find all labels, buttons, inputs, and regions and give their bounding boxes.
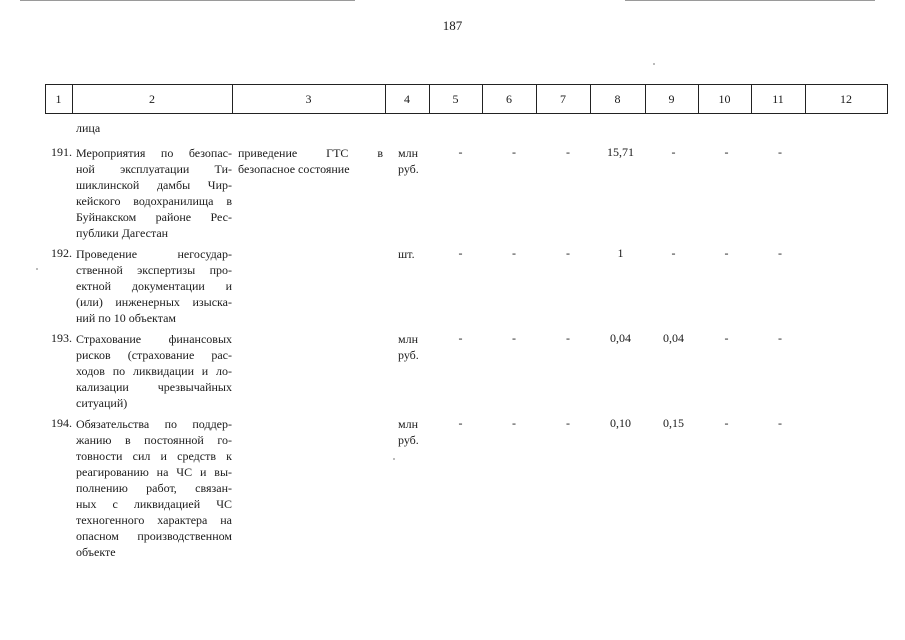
row-value-col-7: - [566, 246, 570, 260]
row-purpose: приведение ГТС в безопасное состояние [238, 146, 383, 176]
header-col-4: 4 [404, 92, 410, 106]
page-number: 187 [442, 18, 463, 33]
row-value-col-8: 0,04 [610, 331, 631, 345]
row-unit: млн руб. [398, 146, 419, 176]
row-value-col-5: - [458, 145, 463, 159]
scan-speck [653, 63, 655, 65]
header-col-6: 6 [506, 92, 512, 106]
row-value-col-11: - [778, 145, 782, 159]
row-unit: млн руб. [398, 417, 419, 447]
scan-speck [36, 268, 38, 270]
scan-edge-right [625, 0, 875, 1]
header-col-9: 9 [668, 92, 675, 106]
row-value-col-7: - [566, 331, 570, 345]
scan-edge-left [20, 0, 355, 1]
row-number: 191. [51, 145, 72, 159]
header-col-5: 5 [452, 92, 459, 106]
header-col-7: 7 [560, 92, 566, 106]
row-value-col-7: - [566, 416, 570, 430]
scan-speck [393, 458, 395, 460]
row-unit: шт. [398, 247, 415, 261]
header-col-8: 8 [614, 92, 621, 106]
row-value-col-6: - [512, 416, 516, 430]
row-value-col-10: - [724, 331, 729, 345]
row-value-col-10: - [724, 145, 729, 159]
row-value-col-5: - [458, 331, 463, 345]
row-value-col-9: 0,04 [663, 331, 684, 345]
row-value-col-11: - [778, 246, 782, 260]
header-col-1: 1 [55, 92, 62, 106]
row-value-col-9: - [671, 246, 676, 260]
row-measure: Проведение негосудар- ственной экспертизы про- ектной документации и (или) инженерных изыска- ний по 10 объектам [76, 247, 232, 325]
row-value-col-11: - [778, 416, 782, 430]
row-value-col-6: - [512, 145, 516, 159]
continued-text: лица [76, 121, 101, 135]
row-measure: Страхование финансовых рисков (страхование рас- ходов по ликвидации и ло- кализации чрезвычайных ситуаций) [76, 332, 232, 410]
header-col-3: 3 [305, 92, 312, 106]
row-value-col-6: - [512, 246, 516, 260]
row-number: 194. [51, 416, 72, 430]
header-col-2: 2 [149, 92, 155, 106]
row-value-col-9: - [671, 145, 676, 159]
row-number: 192. [51, 246, 72, 260]
row-unit: млн руб. [398, 332, 419, 362]
header-col-11: 11 [772, 92, 784, 106]
row-value-col-6: - [512, 331, 516, 345]
row-value-col-7: - [566, 145, 570, 159]
row-value-col-8: 0,10 [610, 416, 631, 430]
row-value-col-9: 0,15 [663, 416, 684, 430]
row-number: 193. [51, 331, 72, 345]
row-value-col-10: - [724, 416, 729, 430]
row-value-col-11: - [778, 331, 782, 345]
row-value-col-5: - [458, 416, 463, 430]
row-measure: Обязательства по поддер- жанию в постоянной го- товности сил и средств к реагированию на ЧС и вы- полнению работ, связан- ных с ликвидацией ЧС техногенного характера на опасном производственном объекте [76, 417, 232, 559]
row-value-col-8: 1 [617, 246, 624, 260]
header-col-12: 12 [840, 92, 852, 106]
row-measure: Мероприятия по безопас- ной эксплуатации Ти- шиклинской дамбы Чир- кейского водохранилища в Буйнакском районе Рес- публики Дагестан [76, 146, 232, 240]
table-header [45, 84, 888, 114]
header-col-10: 10 [718, 92, 731, 106]
row-value-col-8: 15,71 [607, 145, 634, 159]
row-value-col-5: - [458, 246, 463, 260]
row-value-col-10: - [724, 246, 729, 260]
